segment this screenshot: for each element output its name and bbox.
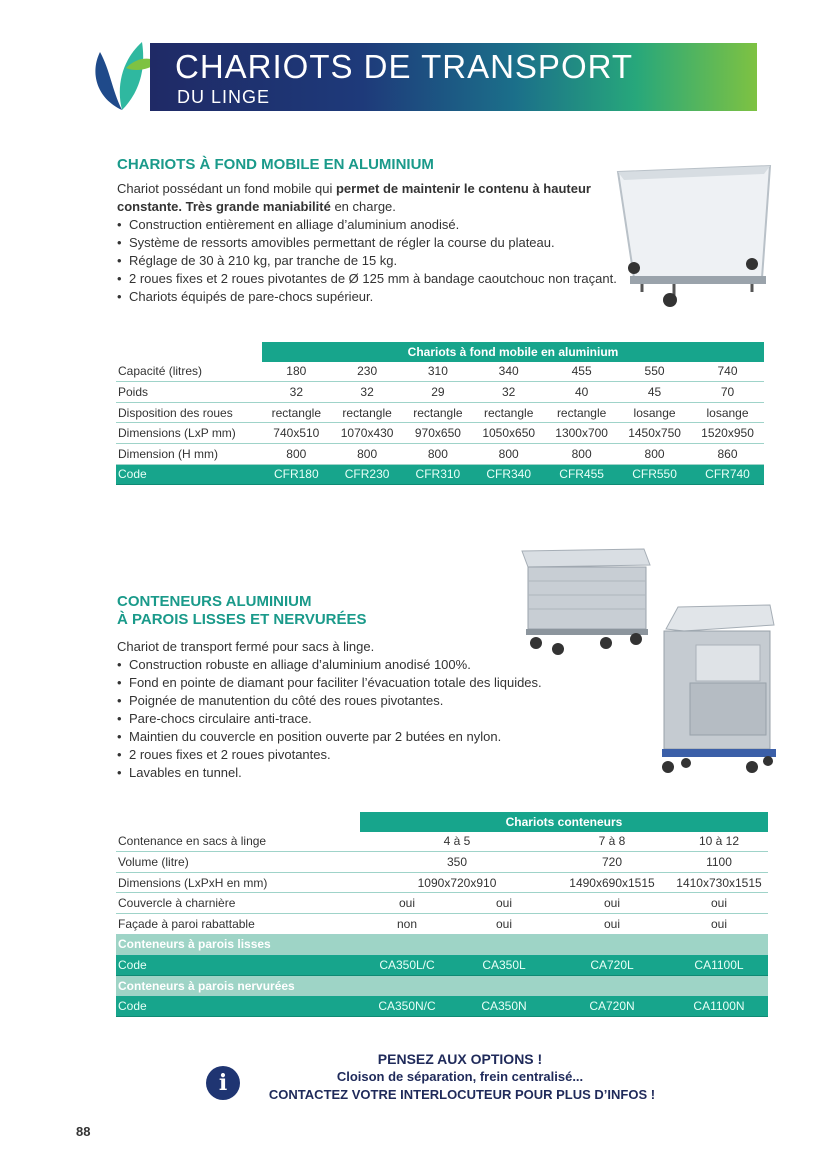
- list-item: • Construction entièrement en alliage d’aluminium anodisé.: [117, 216, 617, 234]
- page-number: 88: [76, 1124, 91, 1139]
- table-row-code: Code CFR180 CFR230 CFR310 CFR340 CFR455 CFR550 CFR740: [116, 464, 764, 485]
- table-containers: [116, 812, 768, 1017]
- table-row: Façade à paroi rabattable non oui oui oui: [116, 913, 768, 934]
- table-row: Volume (litre) 350 720 1100: [116, 852, 768, 873]
- list-item: • Réglage de 30 à 210 kg, par tranche de 15 kg.: [117, 252, 617, 270]
- section2-intro: Chariot de transport fermé pour sacs à linge.: [117, 639, 375, 654]
- container-open-image: [656, 603, 778, 775]
- list-item: • Maintien du couvercle en position ouverte par 2 butées en nylon.: [117, 728, 617, 746]
- table-row: Dimensions (LxPxH en mm) 1090x720x910 1490x690x1515 1410x730x1515: [116, 872, 768, 893]
- table-row: Poids 32 32 29 32 40 45 70: [116, 382, 764, 403]
- list-item: • 2 roues fixes et 2 roues pivotantes de Ø 125 mm à bandage caoutchouc non traçant.: [117, 270, 617, 288]
- options-line: Cloison de séparation, frein centralisé...: [336, 1069, 584, 1084]
- table-row: Couvercle à charnière oui oui oui oui: [116, 893, 768, 914]
- list-item: • Lavables en tunnel.: [117, 764, 617, 782]
- table-header: Chariots à fond mobile en aluminium: [262, 342, 764, 362]
- options-contact: CONTACTEZ VOTRE INTERLOCUTEUR POUR PLUS D’INFOS !: [268, 1087, 656, 1102]
- aluminium-trolley-image: [612, 160, 780, 310]
- table-subheader: Conteneurs à parois lisses: [116, 934, 768, 955]
- table-header: Chariots conteneurs: [360, 812, 768, 832]
- section1-title: CHARIOTS À FOND MOBILE EN ALUMINIUM: [117, 156, 434, 173]
- section1-bullets: [117, 216, 617, 306]
- page-title: CHARIOTS DE TRANSPORT: [175, 48, 634, 85]
- info-icon: i: [206, 1066, 240, 1100]
- list-item: • Système de ressorts amovibles permettant de régler la course du plateau.: [117, 234, 617, 252]
- list-item: • Chariots équipés de pare-chocs supérieur.: [117, 288, 617, 306]
- table-row: Disposition des roues rectangle rectangle rectangle rectangle rectangle losange losange: [116, 402, 764, 423]
- container-closed-image: [518, 545, 653, 657]
- page-subtitle: DU LINGE: [177, 87, 271, 107]
- table-row: Contenance en sacs à linge 4 à 5 7 à 8 10 à 12: [116, 832, 768, 852]
- list-item: • Construction robuste en alliage d’aluminium anodisé 100%.: [117, 656, 617, 674]
- table-row: Dimension (H mm) 800 800 800 800 800 800 860: [116, 443, 764, 464]
- options-title: PENSEZ AUX OPTIONS !: [377, 1051, 543, 1067]
- table-row-code: Code CA350L/C CA350L CA720L CA1100L: [116, 955, 768, 976]
- list-item: • Poignée de manutention du côté des roues pivotantes.: [117, 692, 617, 710]
- table-row-code: Code CA350N/C CA350N CA720N CA1100N: [116, 996, 768, 1017]
- table-row: Capacité (litres) 180 230 310 340 455 550 740: [116, 362, 764, 382]
- table-row: Dimensions (LxP mm) 740x510 1070x430 970x650 1050x650 1300x700 1450x750 1520x950: [116, 423, 764, 444]
- list-item: • Pare-chocs circulaire anti-trace.: [117, 710, 617, 728]
- table-cfr: [116, 342, 764, 485]
- list-item: • Fond en pointe de diamant pour faciliter l’évacuation totale des liquides.: [117, 674, 617, 692]
- section1-intro: Chariot possédant un fond mobile qui permet de maintenir le contenu à hauteur constante. Très grande maniabilité en charge.: [117, 181, 591, 214]
- section2-title: CONTENEURS ALUMINIUM À PAROIS LISSES ET NERVURÉES: [117, 593, 367, 628]
- section2-bullets: [117, 656, 617, 782]
- list-item: • 2 roues fixes et 2 roues pivotantes.: [117, 746, 617, 764]
- table-subheader: Conteneurs à parois nervurées: [116, 975, 768, 996]
